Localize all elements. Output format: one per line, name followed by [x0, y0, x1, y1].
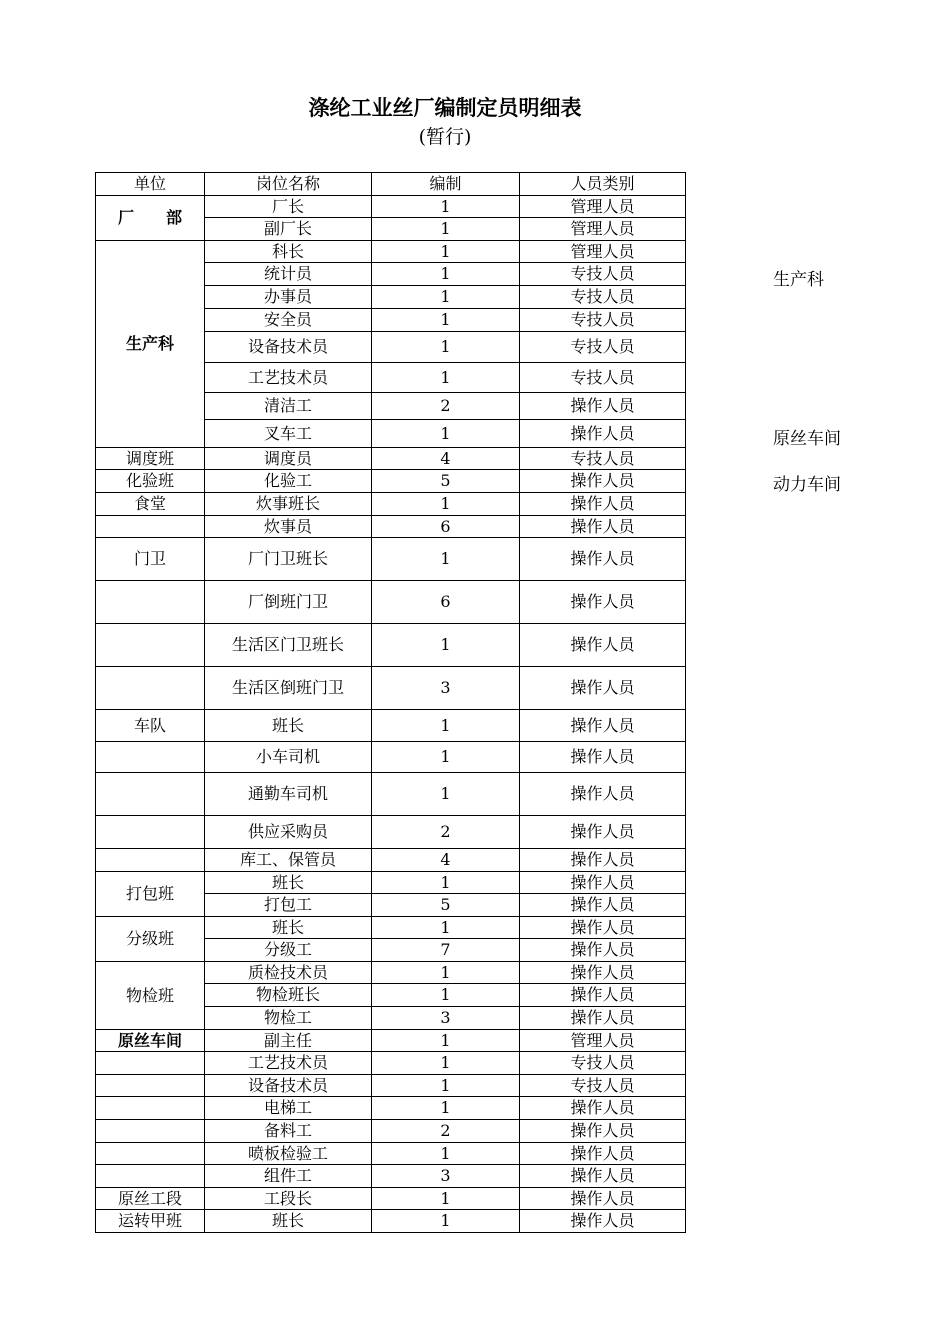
category-cell: 管理人员: [520, 196, 686, 218]
side-label-production: 生产科: [773, 270, 824, 290]
quota-cell: 2: [372, 393, 520, 420]
position-cell: 生活区倒班门卫: [205, 667, 372, 710]
unit-cell: [96, 1075, 205, 1097]
quota-cell: 5: [372, 894, 520, 917]
position-cell: 库工、保管员: [205, 849, 372, 872]
quota-cell: 1: [372, 1052, 520, 1075]
position-cell: 物检班长: [205, 984, 372, 1007]
position-cell: 厂倒班门卫: [205, 581, 372, 624]
position-cell: 厂长: [205, 196, 372, 218]
category-cell: 操作人员: [520, 470, 686, 493]
unit-cell: 生产科: [96, 241, 205, 448]
unit-cell: [96, 667, 205, 710]
table-row: [96, 872, 686, 894]
unit-cell: [96, 773, 205, 816]
table-row: [96, 493, 686, 516]
category-cell: 专技人员: [520, 1075, 686, 1097]
category-cell: 专技人员: [520, 448, 686, 470]
position-cell: 设备技术员: [205, 1075, 372, 1097]
position-cell: 厂门卫班长: [205, 538, 372, 581]
unit-cell: [96, 581, 205, 624]
unit-cell: [96, 1143, 205, 1165]
quota-cell: 1: [372, 538, 520, 581]
quota-cell: 2: [372, 1120, 520, 1143]
category-cell: 操作人员: [520, 1143, 686, 1165]
position-cell: 小车司机: [205, 742, 372, 773]
position-cell: 炊事员: [205, 516, 372, 538]
quota-cell: 1: [372, 984, 520, 1007]
unit-cell: [96, 816, 205, 849]
category-cell: 操作人员: [520, 624, 686, 667]
category-cell: 操作人员: [520, 1165, 686, 1188]
position-cell: 工段长: [205, 1188, 372, 1210]
position-cell: 备料工: [205, 1120, 372, 1143]
table-row: [96, 773, 686, 816]
staffing-table: [95, 172, 686, 1233]
table-row: [96, 1030, 686, 1052]
unit-cell: [96, 1165, 205, 1188]
unit-cell: 化验班: [96, 470, 205, 493]
category-cell: 操作人员: [520, 420, 686, 448]
table-row: [96, 849, 686, 872]
table-row: [96, 1210, 686, 1233]
unit-cell: 分级班: [96, 917, 205, 962]
category-cell: 操作人员: [520, 516, 686, 538]
table-row: [96, 816, 686, 849]
category-cell: 专技人员: [520, 332, 686, 363]
position-cell: 组件工: [205, 1165, 372, 1188]
position-cell: 设备技术员: [205, 332, 372, 363]
quota-cell: 1: [372, 420, 520, 448]
quota-cell: 1: [372, 493, 520, 516]
unit-cell: [96, 849, 205, 872]
category-cell: 操作人员: [520, 1210, 686, 1233]
quota-cell: 1: [372, 917, 520, 939]
category-cell: 专技人员: [520, 309, 686, 332]
quota-cell: 1: [372, 363, 520, 393]
quota-cell: 4: [372, 849, 520, 872]
quota-cell: 1: [372, 624, 520, 667]
table-row: [96, 581, 686, 624]
unit-cell: [96, 742, 205, 773]
table-row: [96, 241, 686, 263]
position-cell: 班长: [205, 917, 372, 939]
position-cell: 副主任: [205, 1030, 372, 1052]
position-cell: 调度员: [205, 448, 372, 470]
quota-cell: 1: [372, 1188, 520, 1210]
quota-cell: 3: [372, 1165, 520, 1188]
quota-cell: 6: [372, 581, 520, 624]
table-row: [96, 538, 686, 581]
unit-cell: 食堂: [96, 493, 205, 516]
table-row: [96, 1143, 686, 1165]
quota-cell: 4: [372, 448, 520, 470]
table-row: [96, 1120, 686, 1143]
unit-cell: 厂 部: [96, 196, 205, 241]
header-category: 人员类别: [520, 173, 686, 196]
unit-cell: 运转甲班: [96, 1210, 205, 1233]
category-cell: 操作人员: [520, 1007, 686, 1030]
quota-cell: 3: [372, 1007, 520, 1030]
table-row: [96, 470, 686, 493]
position-cell: 供应采购员: [205, 816, 372, 849]
position-cell: 喷板检验工: [205, 1143, 372, 1165]
table-row: [96, 962, 686, 984]
page-subtitle: (暂行): [418, 126, 472, 148]
header-unit: 单位: [96, 173, 205, 196]
unit-cell: 打包班: [96, 872, 205, 917]
position-cell: 叉车工: [205, 420, 372, 448]
category-cell: 操作人员: [520, 962, 686, 984]
position-cell: 清洁工: [205, 393, 372, 420]
header-position: 岗位名称: [205, 173, 372, 196]
category-cell: 专技人员: [520, 286, 686, 309]
quota-cell: 1: [372, 1030, 520, 1052]
category-cell: 操作人员: [520, 773, 686, 816]
table-row: [96, 1097, 686, 1120]
category-cell: 专技人员: [520, 1052, 686, 1075]
position-cell: 班长: [205, 710, 372, 742]
position-cell: 科长: [205, 241, 372, 263]
position-cell: 安全员: [205, 309, 372, 332]
page-title: 涤纶工业丝厂编制定员明细表: [308, 96, 582, 120]
quota-cell: 1: [372, 1210, 520, 1233]
position-cell: 打包工: [205, 894, 372, 917]
category-cell: 管理人员: [520, 218, 686, 241]
category-cell: 操作人员: [520, 742, 686, 773]
quota-cell: 1: [372, 332, 520, 363]
table-row: [96, 667, 686, 710]
position-cell: 工艺技术员: [205, 1052, 372, 1075]
quota-cell: 1: [372, 742, 520, 773]
position-cell: 统计员: [205, 263, 372, 286]
unit-cell: [96, 1097, 205, 1120]
category-cell: 操作人员: [520, 667, 686, 710]
position-cell: 副厂长: [205, 218, 372, 241]
category-cell: 操作人员: [520, 1097, 686, 1120]
unit-cell: [96, 1120, 205, 1143]
table-row: [96, 742, 686, 773]
category-cell: 专技人员: [520, 363, 686, 393]
quota-cell: 1: [372, 710, 520, 742]
quota-cell: 1: [372, 872, 520, 894]
unit-cell: 门卫: [96, 538, 205, 581]
unit-cell: 原丝工段: [96, 1188, 205, 1210]
quota-cell: 1: [372, 1075, 520, 1097]
category-cell: 专技人员: [520, 263, 686, 286]
category-cell: 操作人员: [520, 984, 686, 1007]
category-cell: 操作人员: [520, 393, 686, 420]
position-cell: 生活区门卫班长: [205, 624, 372, 667]
quota-cell: 1: [372, 1143, 520, 1165]
unit-cell: 调度班: [96, 448, 205, 470]
position-cell: 工艺技术员: [205, 363, 372, 393]
unit-cell: [96, 624, 205, 667]
table-row: [96, 917, 686, 939]
category-cell: 管理人员: [520, 241, 686, 263]
unit-cell: 物检班: [96, 962, 205, 1030]
category-cell: 操作人员: [520, 894, 686, 917]
quota-cell: 1: [372, 962, 520, 984]
category-cell: 操作人员: [520, 1188, 686, 1210]
quota-cell: 3: [372, 667, 520, 710]
side-label-raw-workshop: 原丝车间: [773, 429, 841, 449]
quota-cell: 5: [372, 470, 520, 493]
category-cell: 操作人员: [520, 581, 686, 624]
category-cell: 操作人员: [520, 872, 686, 894]
position-cell: 班长: [205, 1210, 372, 1233]
quota-cell: 6: [372, 516, 520, 538]
category-cell: 操作人员: [520, 917, 686, 939]
category-cell: 管理人员: [520, 1030, 686, 1052]
quota-cell: 1: [372, 218, 520, 241]
table-row: [96, 516, 686, 538]
table-row: [96, 1188, 686, 1210]
quota-cell: 1: [372, 309, 520, 332]
side-label-power-workshop: 动力车间: [773, 475, 841, 495]
category-cell: 操作人员: [520, 538, 686, 581]
position-cell: 质检技术员: [205, 962, 372, 984]
table-row: [96, 1075, 686, 1097]
category-cell: 操作人员: [520, 849, 686, 872]
quota-cell: 1: [372, 286, 520, 309]
position-cell: 分级工: [205, 939, 372, 962]
quota-cell: 2: [372, 816, 520, 849]
category-cell: 操作人员: [520, 710, 686, 742]
table-row: [96, 1052, 686, 1075]
table-row: [96, 196, 686, 218]
category-cell: 操作人员: [520, 1120, 686, 1143]
table-row: [96, 710, 686, 742]
category-cell: 操作人员: [520, 493, 686, 516]
header-quota: 编制: [372, 173, 520, 196]
position-cell: 通勤车司机: [205, 773, 372, 816]
position-cell: 办事员: [205, 286, 372, 309]
quota-cell: 1: [372, 263, 520, 286]
category-cell: 操作人员: [520, 816, 686, 849]
quota-cell: 7: [372, 939, 520, 962]
quota-cell: 1: [372, 241, 520, 263]
position-cell: 班长: [205, 872, 372, 894]
unit-cell: [96, 1052, 205, 1075]
table-row: [96, 448, 686, 470]
quota-cell: 1: [372, 1097, 520, 1120]
unit-cell: [96, 516, 205, 538]
position-cell: 炊事班长: [205, 493, 372, 516]
position-cell: 物检工: [205, 1007, 372, 1030]
quota-cell: 1: [372, 196, 520, 218]
category-cell: 操作人员: [520, 939, 686, 962]
quota-cell: 1: [372, 773, 520, 816]
table-row: [96, 1165, 686, 1188]
position-cell: 电梯工: [205, 1097, 372, 1120]
position-cell: 化验工: [205, 470, 372, 493]
header-row: [96, 173, 686, 196]
table-row: [96, 624, 686, 667]
unit-cell: 车队: [96, 710, 205, 742]
unit-cell: 原丝车间: [96, 1030, 205, 1052]
